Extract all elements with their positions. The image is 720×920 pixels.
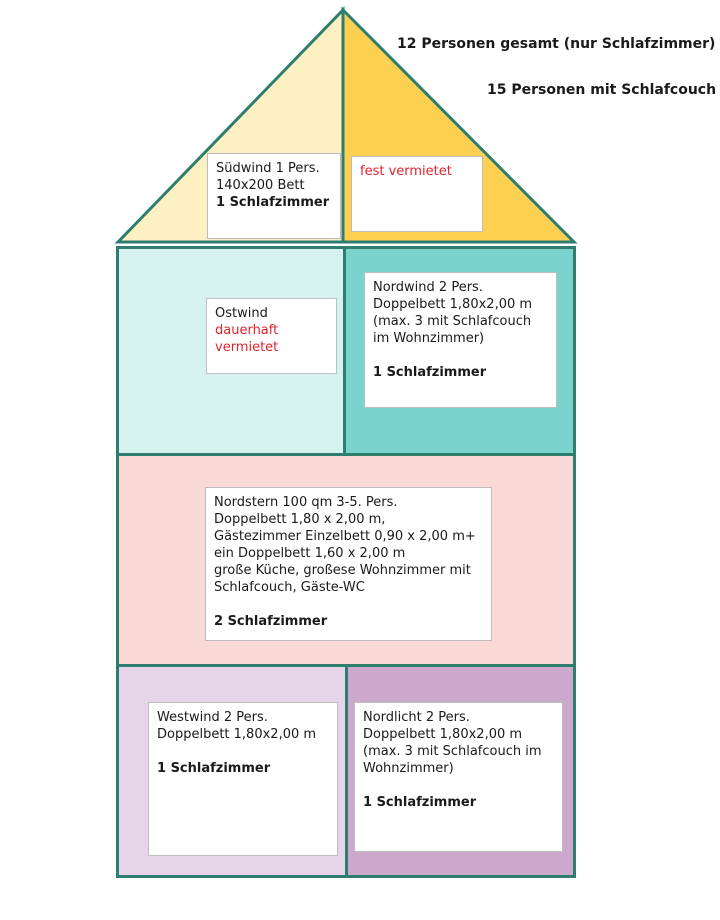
suedwind-title: Südwind 1 Pers. bbox=[216, 161, 320, 176]
nordlicht-title: Nordlicht 2 Pers. bbox=[363, 710, 470, 725]
ostwind-status-line1: dauerhaft bbox=[215, 323, 279, 338]
total-persons-label: 12 Personen gesamt (nur Schlafzimmer) bbox=[397, 36, 716, 52]
nordwind-bed: Doppelbett 1,80x2,00 m bbox=[373, 297, 533, 312]
nordwind-couch-note-2: im Wohnzimmer) bbox=[373, 331, 485, 346]
nordlicht-card bbox=[354, 702, 563, 852]
ostwind-title: Ostwind bbox=[215, 306, 268, 321]
nordlicht-couch-note-2: Wohnzimmer) bbox=[363, 761, 454, 776]
nordstern-card bbox=[205, 487, 492, 641]
ostwind-card bbox=[206, 298, 337, 374]
westwind-title: Westwind 2 Pers. bbox=[157, 710, 268, 725]
nordstern-bed-1: Doppelbett 1,80 x 2,00 m, bbox=[214, 512, 386, 527]
roof-right-status: fest vermietet bbox=[360, 164, 452, 179]
nordstern-guestroom: Gästezimmer Einzelbett 0,90 x 2,00 m+ bbox=[214, 529, 476, 544]
nordstern-couch-wc: Schlafcouch, Gäste-WC bbox=[214, 580, 365, 595]
nordwind-couch-note-1: (max. 3 mit Schlafcouch bbox=[373, 314, 532, 329]
nordlicht-bedrooms: 1 Schlafzimmer bbox=[363, 795, 477, 810]
persons-with-couch-label: 15 Personen mit Schlafcouch bbox=[487, 82, 717, 98]
nordwind-bedrooms: 1 Schlafzimmer bbox=[373, 365, 487, 380]
nordstern-bed-2: ein Doppelbett 1,60 x 2,00 m bbox=[214, 546, 406, 561]
nordwind-card bbox=[364, 272, 557, 408]
westwind-bed: Doppelbett 1,80x2,00 m bbox=[157, 727, 317, 742]
ostwind-status-line2: vermietet bbox=[215, 340, 279, 355]
westwind-card bbox=[148, 702, 338, 856]
suedwind-card bbox=[207, 153, 341, 239]
roof-right-card bbox=[351, 156, 483, 232]
nordwind-title: Nordwind 2 Pers. bbox=[373, 280, 483, 295]
westwind-bedrooms: 1 Schlafzimmer bbox=[157, 761, 271, 776]
nordstern-kitchen: große Küche, großese Wohnzimmer mit bbox=[214, 563, 471, 578]
suedwind-bed: 140x200 Bett bbox=[216, 178, 305, 193]
nordstern-bedrooms: 2 Schlafzimmer bbox=[214, 614, 328, 629]
suedwind-bedrooms: 1 Schlafzimmer bbox=[216, 195, 330, 210]
nordlicht-couch-note-1: (max. 3 mit Schlafcouch im bbox=[363, 744, 542, 759]
nordlicht-bed: Doppelbett 1,80x2,00 m bbox=[363, 727, 523, 742]
nordstern-title: Nordstern 100 qm 3-5. Pers. bbox=[214, 495, 398, 510]
